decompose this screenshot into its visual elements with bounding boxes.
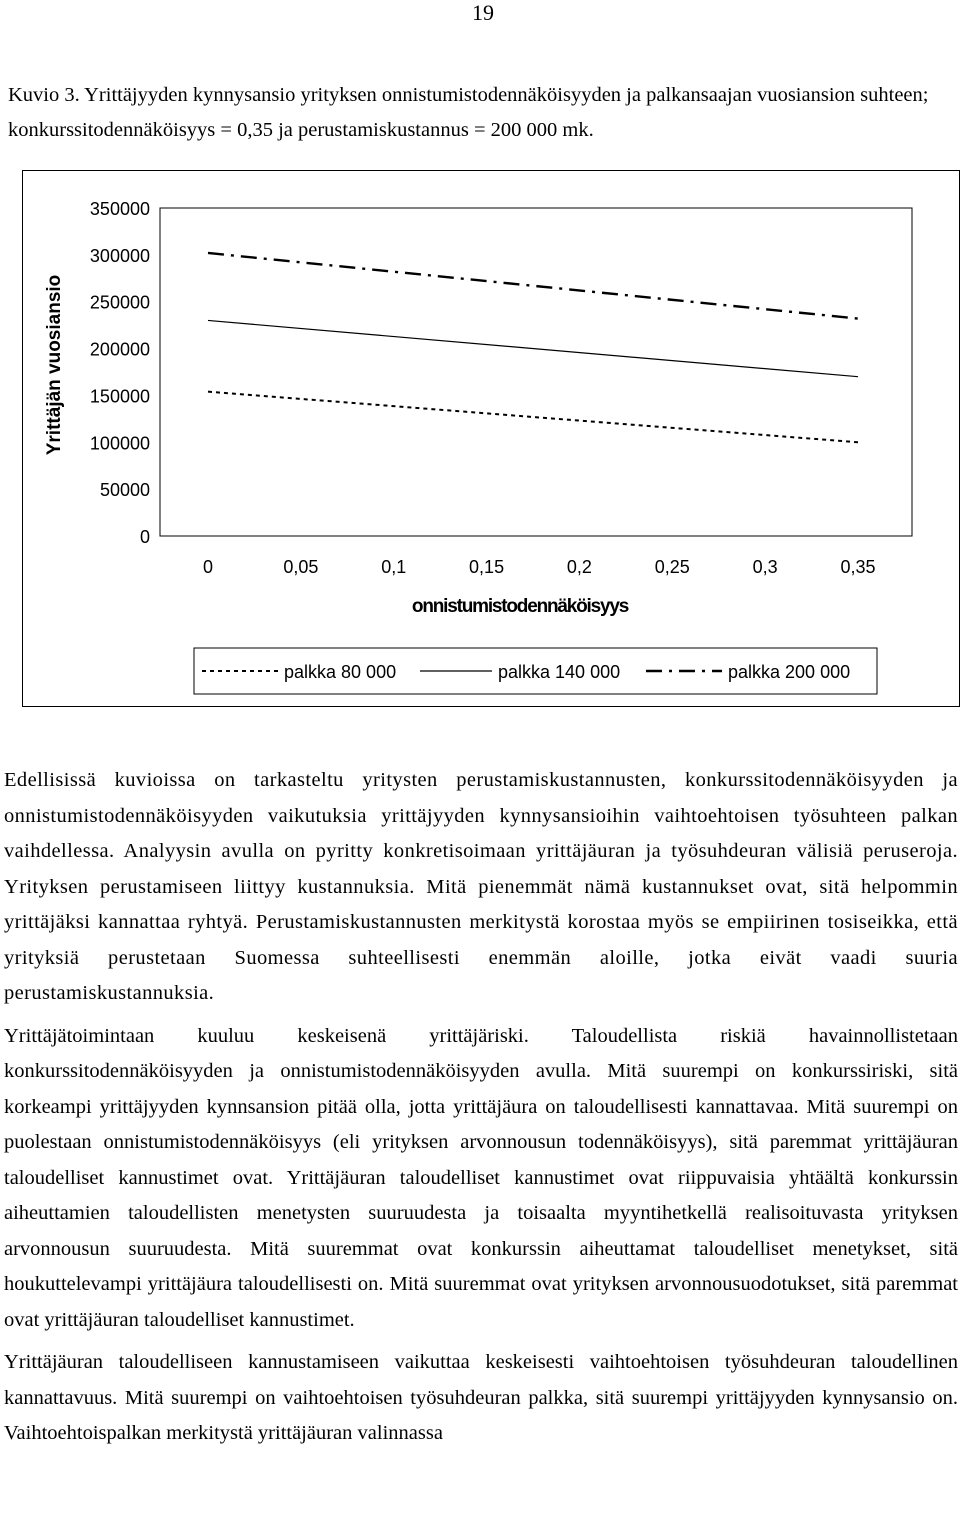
- series-line: [208, 253, 858, 319]
- x-axis-title: onnistumistodennäköisyys: [411, 596, 629, 617]
- series-line: [208, 392, 858, 443]
- y-tick-labels: [90, 199, 150, 547]
- paragraph-2: Yrittäjätoimintaan kuuluu keskeisenä yrittäjäriski. Taloudellista riskiä havainnollistetaan konkurssitodennäköisyyden ja onnistumistodennäköisyyden avulla. Mitä suurempi on konkurssiriski, sitä korkeampi yrittäjyyden kynnsansion pitää olla, jotta yrittäjäura on taloudellisesti kannattavaa. Mitä suurempi on puolestaan onnistumistodennäköisyys (eli yrityksen arvonnousun todennäköisyys), sitä paremmat yrittäjäuran taloudelliset kannustimet ovat. Yrittäjäuran taloudelliset kannustimet ovat riippuvaisia yhtäältä konkurssin aiheuttamien taloudellisten menetysten suuruudesta ja toisaalta myyntihetkellä realisoituvasta yrityksen arvonnousun suuruudesta. Mitä suuremmat ovat konkurssin aiheuttamat taloudelliset menetykset, sitä houkuttelevampi yrittäjäura taloudellisesti on. Mitä suuremmat ovat yrityksen arvonnousuodotukset, sitä paremmat ovat yrittäjäuran taloudelliset kannustimet.: [4, 1024, 958, 1331]
- x-tick-label: 0,25: [654, 557, 690, 577]
- series-lines: [208, 253, 858, 442]
- paragraph-3: Yrittäjäuran taloudelliseen kannustamiseen vaikuttaa keskeisesti vaihtoehtoisen työsuhdeuran taloudellinen kannattavuus. Mitä suurempi on vaihtoehtoisen työsuhdeuran palkka, sitä suurempi yrittäjyyden kynnysansio on. Vaihtoehtoispalkan merkitystä yrittäjäuran valinnassa: [4, 1351, 958, 1444]
- y-tick-label: 0: [139, 527, 150, 547]
- y-tick-label: 350000: [89, 199, 150, 219]
- figure-caption: Kuvio 3. Yrittäjyyden kynnysansio yrityksen onnistumistodennäköisyyden ja palkansaajan vuosiansion suhteen; konkurssitodennäköisyys = 0,35 ja perustamiskustannus = 200 000 mk.: [8, 84, 929, 141]
- y-tick-label: 250000: [89, 292, 150, 313]
- legend: [202, 662, 850, 682]
- x-tick-labels: [203, 557, 876, 577]
- line-chart: [0, 0, 960, 720]
- y-tick-label: 50000: [99, 480, 150, 501]
- x-tick-label: 0,3: [752, 557, 778, 577]
- x-tick-label: 0: [202, 557, 214, 577]
- series-line: [208, 320, 858, 376]
- y-axis-title: Yrittäjän vuosiansio: [44, 274, 65, 456]
- x-tick-label: 0,2: [566, 557, 592, 577]
- x-tick-label: 0,1: [381, 557, 407, 577]
- legend-label: palkka 140 000: [498, 662, 621, 682]
- paragraph-1: Edellisissä kuvioissa on tarkasteltu yritysten perustamiskustannusten, konkurssitodennäköisyyden ja onnistumistodennäköisyyden vaikutuksia yrittäjyyden kynnysansioihin vaihtoehtoisen työsuhteen palkan vaihdellessa. Analyysin avulla on pyritty konkretisoimaan yrittäjäuran ja työsuhdeuran välisiä peruseroja. Yrityksen perustamiseen liittyy kustannuksia. Mitä pienemmät nämä kustannukset ovat, sitä helpommin yrittäjäksi kannattaa ryhtyä. Perustamiskustannusten merkitystä korostaa myös se empiirinen tosiseikka, että yrityksiä perustetaan Suomessa suhteellisesti enemmän aloille, jotka eivät vaadi suuria perustamiskustannuksia.: [4, 769, 958, 1004]
- legend-label: palkka 200 000: [728, 662, 851, 682]
- y-tick-label: 150000: [89, 386, 150, 407]
- body-text: [4, 763, 958, 1459]
- y-tick-label: 200000: [89, 339, 150, 360]
- x-tick-label: 0,05: [283, 557, 319, 577]
- y-tick-label: 100000: [89, 433, 150, 454]
- y-tick-label: 300000: [89, 245, 150, 266]
- x-tick-label: 0,35: [840, 557, 876, 577]
- x-tick-label: 0,15: [469, 557, 505, 577]
- legend-label: palkka 80 000: [284, 662, 397, 682]
- page-number: 19: [472, 0, 494, 25]
